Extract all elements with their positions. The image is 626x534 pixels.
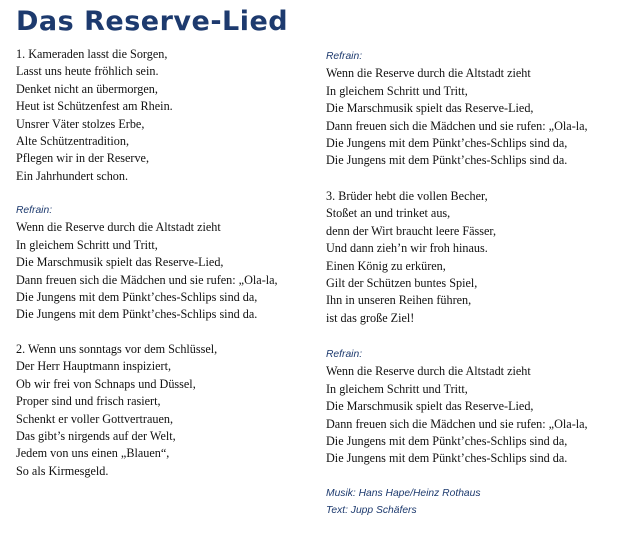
refrain-line: Wenn die Reserve durch die Altstadt zieht <box>16 220 221 235</box>
verse-line: Das gibt’s nirgends auf der Welt, <box>16 428 176 443</box>
verse-line: Ihn in unseren Reihen führen, <box>326 293 472 308</box>
refrain-line: Die Jungens mit dem Pünkt’ches-Schlips sind da. <box>16 307 258 322</box>
verse-line: denn der Wirt braucht leere Fässer, <box>326 223 497 238</box>
refrain-line: In gleichem Schritt und Tritt, <box>326 83 468 98</box>
refrain-line: Die Jungens mit dem Pünkt’ches-Schlips sind da. <box>326 153 568 168</box>
verse-line: Und dann zieh’n wir froh hinaus. <box>326 241 488 256</box>
refrain-line: In gleichem Schritt und Tritt, <box>16 237 158 252</box>
refrain-line: Dann freuen sich die Mädchen und sie rufen: „Ola-la, <box>16 272 278 287</box>
verse-3 <box>326 188 496 327</box>
credits <box>326 485 481 519</box>
verse-line: Heut ist Schützenfest am Rhein. <box>16 99 173 114</box>
refrain-line: Die Jungens mit dem Pünkt’ches-Schlips sind da, <box>16 289 258 304</box>
verse-line: Ein Jahrhundert schon. <box>16 168 129 183</box>
refrain-line: Wenn die Reserve durch die Altstadt zieht <box>326 66 531 81</box>
text-credit: Text: Jupp Schäfers <box>326 505 417 516</box>
verse-line: Proper sind und frisch rasiert, <box>16 394 161 409</box>
refrain-heading: Refrain: <box>326 349 363 360</box>
verse-line: Gilt der Schützen buntes Spiel, <box>326 275 478 290</box>
verse-line: ist das große Ziel! <box>326 310 415 325</box>
verse-line: Unsrer Väter stolzes Erbe, <box>16 116 145 131</box>
verse-line: 2. Wenn uns sonntags vor dem Schlüssel, <box>16 342 218 356</box>
verse-line: Ob wir frei von Schnaps und Düssel, <box>16 376 196 391</box>
verse-line: Jedem von uns einen „Blauen“, <box>16 446 170 461</box>
verse-2 <box>16 341 217 480</box>
verse-line: Lasst uns heute fröhlich sein. <box>16 64 159 79</box>
refrain-line: Die Jungens mit dem Pünkt’ches-Schlips sind da, <box>326 135 568 150</box>
refrain-1 <box>16 202 278 324</box>
music-credit: Musik: Hans Hape/Heinz Rothaus <box>326 488 481 499</box>
refrain-line: Die Jungens mit dem Pünkt’ches-Schlips sind da, <box>326 433 568 448</box>
verse-line: Einen König zu erküren, <box>326 258 446 273</box>
page-title: Das Reserve-Lied <box>16 6 289 37</box>
refrain-line: Wenn die Reserve durch die Altstadt zieht <box>326 364 531 379</box>
verse-line: Denket nicht an übermorgen, <box>16 81 158 96</box>
refrain-line: In gleichem Schritt und Tritt, <box>326 381 468 396</box>
verse-line: Schenkt er voller Gottvertrauen, <box>16 411 174 426</box>
refrain-line: Dann freuen sich die Mädchen und sie rufen: „Ola-la, <box>326 118 588 133</box>
verse-line: Stoßet an und trinket aus, <box>326 206 451 221</box>
verse-line: Pflegen wir in der Reserve, <box>16 151 150 166</box>
refrain-line: Die Jungens mit dem Pünkt’ches-Schlips sind da. <box>326 451 568 466</box>
verse-line: Der Herr Hauptmann inspiziert, <box>16 359 171 374</box>
refrain-line: Die Marschmusik spielt das Reserve-Lied, <box>326 399 534 414</box>
verse-line: Alte Schützentradition, <box>16 133 130 148</box>
verse-line: 3. Brüder hebt die vollen Becher, <box>326 189 488 203</box>
verse-line: 1. Kameraden lasst die Sorgen, <box>16 47 168 61</box>
refrain-line: Die Marschmusik spielt das Reserve-Lied, <box>16 255 224 270</box>
refrain-2 <box>326 48 588 170</box>
refrain-line: Die Marschmusik spielt das Reserve-Lied, <box>326 101 534 116</box>
verse-line: So als Kirmesgeld. <box>16 463 109 478</box>
refrain-heading: Refrain: <box>16 205 53 216</box>
refrain-3 <box>326 346 588 468</box>
refrain-line: Dann freuen sich die Mädchen und sie rufen: „Ola-la, <box>326 416 588 431</box>
refrain-heading: Refrain: <box>326 51 363 62</box>
verse-1 <box>16 46 173 185</box>
